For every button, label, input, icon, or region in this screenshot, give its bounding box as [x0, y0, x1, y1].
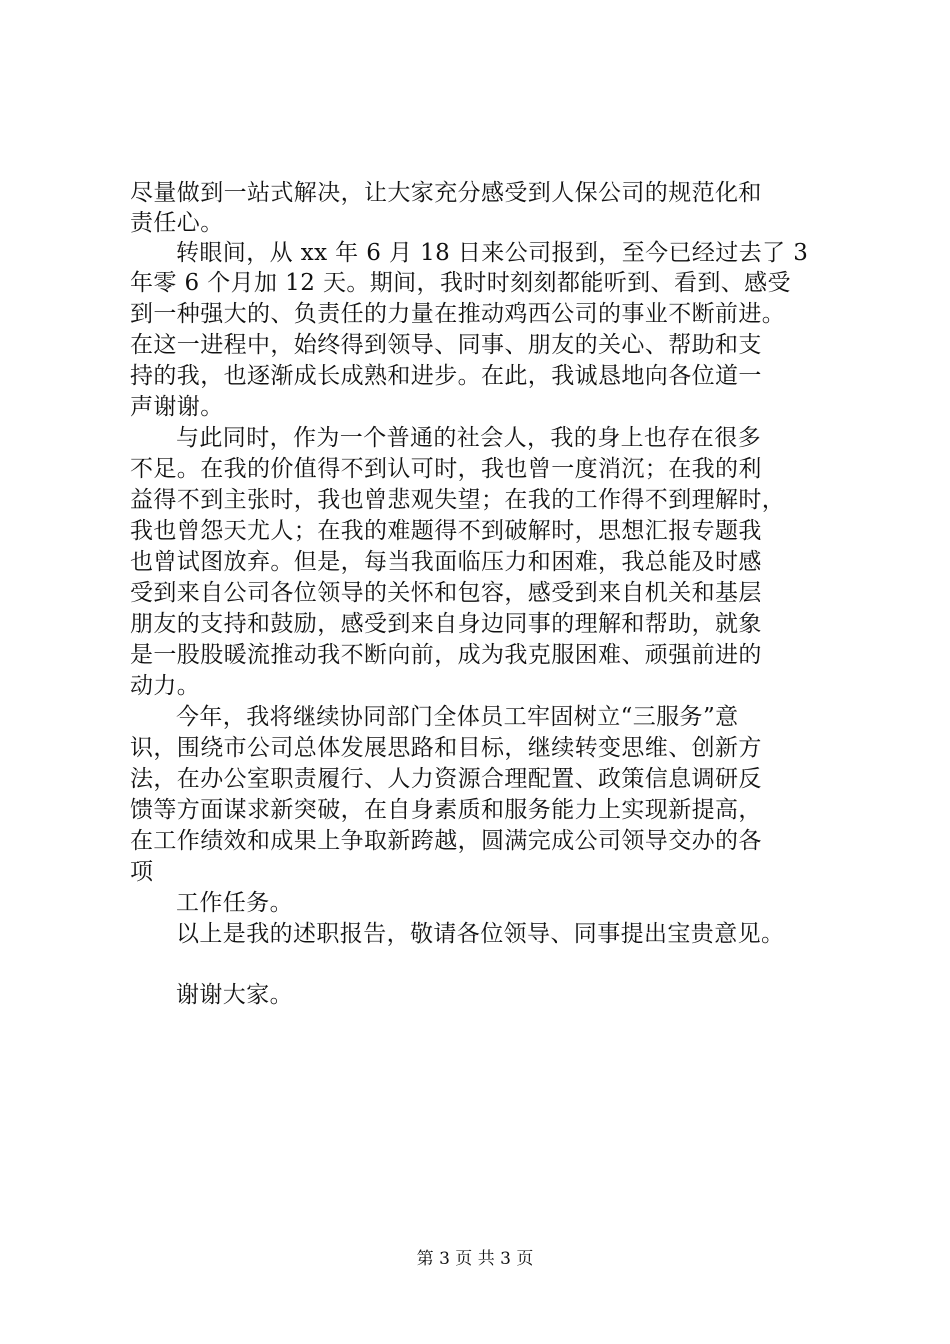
text-line: 以上是我的述职报告，敬请各位领导、同事提出宝贵意见。 [176, 921, 785, 947]
text-line: 今年，我将继续协同部门全体员工牢固树立“三服务”意 [176, 704, 739, 730]
text-line: 项 [130, 859, 154, 885]
text-line: 益得不到主张时，我也曾悲观失望；在我的工作得不到理解时， [130, 487, 786, 513]
text-line: 在工作绩效和成果上争取新跨越，圆满完成公司领导交办的各 [130, 828, 762, 854]
text-line: 法，在办公室职责履行、人力资源合理配置、政策信息调研反 [130, 766, 762, 792]
text-line: 转眼间，从 xx 年 6 月 18 日来公司报到，至今已经过去了 3 [176, 240, 809, 266]
text-line: 动力。 [130, 673, 201, 699]
text-line: 不足。在我的价值得不到认可时，我也曾一度消沉；在我的利 [130, 456, 762, 482]
text-line: 声谢谢。 [130, 394, 224, 420]
text-line: 谢谢大家。 [176, 982, 293, 1008]
page-number-footer: 第 3 页 共 3 页 [416, 1249, 534, 1269]
text-line: 到一种强大的、负责任的力量在推动鸡西公司的事业不断前进。 [130, 301, 786, 327]
text-line: 年零 6 个月加 12 天。期间，我时时刻刻都能听到、看到、感受 [130, 270, 791, 296]
text-line: 受到来自公司各位领导的关怀和包容，感受到来自机关和基层 [130, 580, 762, 606]
text-line: 是一股股暖流推动我不断向前，成为我克服困难、顽强前进的 [130, 642, 762, 668]
text-line: 也曾试图放弃。但是，每当我面临压力和困难，我总能及时感 [130, 549, 762, 575]
text-line: 朋友的支持和鼓励，感受到来自身边同事的理解和帮助，就象 [130, 611, 762, 637]
text-line: 识，围绕市公司总体发展思路和目标，继续转变思维、创新方 [130, 735, 762, 761]
text-line: 馈等方面谋求新突破，在自身素质和服务能力上实现新提高， [130, 797, 762, 823]
text-line: 责任心。 [130, 210, 224, 236]
text-line: 我也曾怨天尤人；在我的难题得不到破解时，思想汇报专题我 [130, 518, 762, 544]
text-line: 尽量做到一站式解决，让大家充分感受到人保公司的规范化和 [130, 180, 762, 206]
text-line: 在这一进程中，始终得到领导、同事、朋友的关心、帮助和支 [130, 332, 762, 358]
text-line: 持的我，也逐渐成长成熟和进步。在此，我诚恳地向各位道一 [130, 363, 762, 389]
text-line: 与此同时，作为一个普通的社会人，我的身上也存在很多 [176, 425, 761, 451]
text-line: 工作任务。 [176, 890, 293, 916]
